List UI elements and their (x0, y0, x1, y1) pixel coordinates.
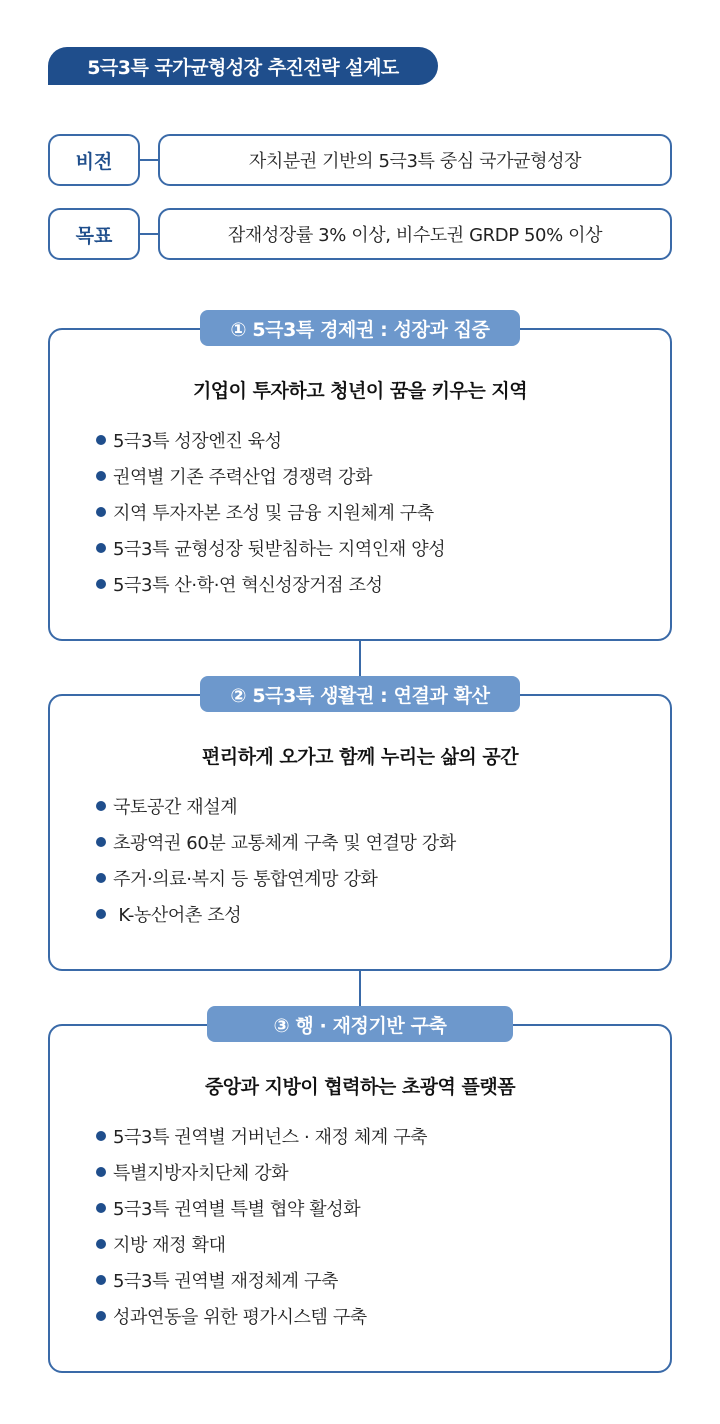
list-item: 국토공간 재설계 (96, 788, 456, 824)
bullet-icon (96, 801, 106, 811)
bullet-icon (96, 1275, 106, 1285)
list-item: 5극3특 성장엔진 육성 (96, 422, 445, 458)
bullet-icon (96, 1131, 106, 1141)
bullet-icon (96, 435, 106, 445)
goal-label: 목표 (48, 208, 140, 260)
list-item: 지방 재정 확대 (96, 1226, 427, 1262)
list-item: 지역 투자자본 조성 및 금융 지원체계 구축 (96, 494, 445, 530)
bullet-icon (96, 579, 106, 589)
list-item: 권역별 기존 주력산업 경쟁력 강화 (96, 458, 445, 494)
section-admin-finance (48, 1024, 672, 1373)
list-item: 성과연동을 위한 평가시스템 구축 (96, 1298, 427, 1334)
list-item: 특별지방자치단체 강화 (96, 1154, 427, 1190)
vision-label: 비전 (48, 134, 140, 186)
list-item: 5극3특 산·학·연 혁신성장거점 조성 (96, 566, 445, 602)
page-title: 5극3특 국가균형성장 추진전략 설계도 (48, 47, 438, 85)
section-living-heading: ② 5극3특 생활권 : 연결과 확산 (200, 676, 520, 712)
goal-connector (140, 233, 158, 235)
section-economy-heading: ① 5극3특 경제권 : 성장과 집중 (200, 310, 520, 346)
section-admin-finance-subtitle: 중앙과 지방이 협력하는 초광역 플랫폼 (204, 1076, 516, 1098)
bullet-icon (96, 1239, 106, 1249)
list-item: 5극3특 권역별 거버넌스 · 재정 체계 구축 (96, 1118, 427, 1154)
goal-value: 잠재성장률 3% 이상, 비수도권 GRDP 50% 이상 (158, 208, 672, 260)
section-living-subtitle: 편리하게 오가고 함께 누리는 삶의 공간 (201, 746, 519, 768)
bullet-icon (96, 507, 106, 517)
bullet-icon (96, 1311, 106, 1321)
section-admin-finance-list (96, 1118, 427, 1334)
section-economy (48, 328, 672, 641)
bullet-icon (96, 471, 106, 481)
bullet-icon (96, 873, 106, 883)
bullet-icon (96, 1167, 106, 1177)
bullet-icon (96, 837, 106, 847)
list-item: 5극3특 권역별 특별 협약 활성화 (96, 1190, 427, 1226)
list-item: K-농산어촌 조성 (96, 896, 456, 932)
vision-value: 자치분권 기반의 5극3특 중심 국가균형성장 (158, 134, 672, 186)
list-item: 5극3특 권역별 재정체계 구축 (96, 1262, 427, 1298)
section-admin-finance-heading: ③ 행 · 재정기반 구축 (207, 1006, 513, 1042)
section-economy-subtitle: 기업이 투자하고 청년이 꿈을 키우는 지역 (192, 380, 528, 402)
bullet-icon (96, 543, 106, 553)
section-living-list (96, 788, 456, 932)
list-item: 5극3특 균형성장 뒷받침하는 지역인재 양성 (96, 530, 445, 566)
bullet-icon (96, 1203, 106, 1213)
bullet-icon (96, 909, 106, 919)
section-living (48, 694, 672, 971)
list-item: 초광역권 60분 교통체계 구축 및 연결망 강화 (96, 824, 456, 860)
list-item: 주거·의료·복지 등 통합연계망 강화 (96, 860, 456, 896)
section-economy-list (96, 422, 445, 602)
vision-connector (140, 159, 158, 161)
